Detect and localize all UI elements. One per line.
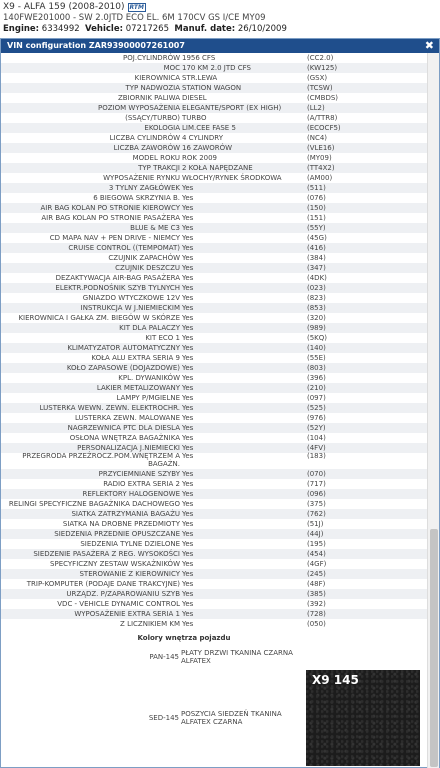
vehicle-value: 07217265 (125, 24, 169, 34)
option-value: Yes (182, 500, 194, 508)
option-label: SIATKA ZATRZYMANIA BAGAŻU (71, 510, 180, 518)
option-value: Yes (182, 334, 194, 342)
option-value: LIM.CEE FASE 5 (182, 124, 236, 132)
option-label: INSTRUKCJA W J.NIEMIECKIM (80, 304, 180, 312)
option-label: LAKIER METALIZOWANY (96, 384, 180, 392)
option-value: Yes (182, 414, 194, 422)
option-label: PERSONALIZACJA J.NIEMIECKI (77, 444, 180, 452)
option-value: Yes (182, 610, 194, 618)
option-label: KIEROWNICA (134, 74, 180, 82)
option-code: (TCSW) (307, 84, 333, 92)
config-row (1, 403, 427, 413)
interior-section (1, 646, 427, 766)
option-value: Yes (182, 480, 194, 488)
config-row (1, 599, 427, 609)
config-row (1, 549, 427, 559)
option-code: (823) (307, 294, 326, 302)
spec-line: 140FWE201000 - SW 2.0JTD ECO EL. 6M 170CV GS I/CE MY09 (3, 13, 266, 23)
option-code: (4FV) (307, 444, 326, 452)
option-code: (CC2.0) (307, 54, 334, 62)
option-label: WYPOSAŻENIE RYNKU (103, 174, 180, 182)
option-label: CZUJNIK ZAPACHÓW (108, 254, 180, 262)
close-icon[interactable]: ✖ (424, 39, 434, 52)
config-row (1, 93, 427, 103)
manuf-label: Manuf. date: (174, 24, 236, 34)
option-value: 170 KM 2.0 JTD CFS (182, 64, 251, 72)
option-value: Yes (182, 184, 194, 192)
interior-title: Kolory wnętrza pojazdu (137, 634, 231, 642)
option-code: (347) (307, 264, 326, 272)
option-label: CZUJNIK DESZCZU (115, 264, 180, 272)
option-value: Yes (182, 530, 194, 538)
option-code: (52Y) (307, 424, 326, 432)
engine-value: 6334992 (41, 24, 80, 34)
option-value: Yes (182, 304, 194, 312)
color-swatch-image (306, 670, 420, 766)
option-code: (TT4X2) (307, 164, 335, 172)
option-value: Yes (182, 384, 194, 392)
config-row (1, 273, 427, 283)
config-row (1, 303, 427, 313)
option-label: LAMPY P/MGIELNE (116, 394, 180, 402)
option-value: Yes (182, 364, 194, 372)
option-code: (48F) (307, 580, 326, 588)
option-value: Yes (182, 550, 194, 558)
option-label: NAGRZEWNICA PTC DLA DIESLA (67, 424, 180, 432)
option-label: WYPOSAŻENIE EXTRA SERIA 1 (74, 610, 180, 618)
option-value: Yes (182, 204, 194, 212)
option-label: BLUE & ME C3 (130, 224, 180, 232)
config-row (1, 253, 427, 263)
option-code: (050) (307, 620, 326, 628)
option-value: TURBO (182, 114, 207, 122)
scrollbar-thumb[interactable] (430, 529, 438, 767)
option-code: (44J) (307, 530, 324, 538)
config-row (1, 363, 427, 373)
option-label: AIR BAG KOLAN PO STRONIE KIEROWCY (40, 204, 180, 212)
option-value: Yes (182, 344, 194, 352)
option-code: (454) (307, 550, 326, 558)
option-value: Yes (182, 324, 194, 332)
option-code: (853) (307, 304, 326, 312)
config-row (1, 133, 427, 143)
interior-item (1, 646, 427, 668)
option-value: Yes (182, 620, 194, 628)
config-row (1, 539, 427, 549)
config-row (1, 213, 427, 223)
option-value: 2 KOŁA NAPĘDZANE (182, 164, 253, 172)
option-label: RELINGI SPECYFICZNE BAGAŻNIKA DACHOWEGO (8, 500, 180, 508)
option-label: (SSĄCY/TURBO) (125, 114, 180, 122)
config-row (1, 489, 427, 499)
config-row (1, 413, 427, 423)
option-value: DIESEL (182, 94, 207, 102)
option-code: (MY09) (307, 154, 332, 162)
option-label: 6 BIEGOWA SKRZYNIA B. (93, 194, 180, 202)
option-value: 16 ZAWORÓW (182, 144, 233, 152)
config-row (1, 343, 427, 353)
option-value: Yes (182, 264, 194, 272)
config-row (1, 383, 427, 393)
option-code: (5KQ) (307, 334, 328, 342)
option-label: POZIOM WYPOSAŻENIA (98, 104, 180, 112)
option-label: STEROWANIE Z KIEROWNICY (79, 570, 180, 578)
config-row (1, 233, 427, 243)
option-code: (150) (307, 204, 326, 212)
manuf-value: 26/10/2009 (237, 24, 287, 34)
option-value: Yes (182, 434, 194, 442)
config-row (1, 113, 427, 123)
option-label: RADIO EXTRA SERIA 2 (103, 480, 180, 488)
option-code: (717) (307, 480, 326, 488)
option-label: LICZBA ZAWORÓW (113, 144, 180, 152)
config-row (1, 393, 427, 403)
option-value: ROK 2009 (182, 154, 218, 162)
interior-desc: PŁATY DRZWI TKANINA CZARNA ALFATEX (181, 649, 293, 665)
option-code: (245) (307, 570, 326, 578)
option-code: (416) (307, 244, 326, 252)
option-code: (210) (307, 384, 326, 392)
option-label: LICZBA CYLINDRÓW (109, 134, 180, 142)
config-row (1, 499, 427, 509)
config-row (1, 193, 427, 203)
option-code: (ECOCF5) (307, 124, 341, 132)
model-title: X9 - ALFA 159 (2008-2010) (3, 2, 125, 12)
config-list (1, 53, 427, 768)
swatch-label: X9 145 (312, 673, 359, 687)
option-code: (728) (307, 610, 326, 618)
option-code: (762) (307, 510, 326, 518)
option-value: Yes (182, 254, 194, 262)
config-row (1, 173, 427, 183)
option-code: (4GF) (307, 560, 327, 568)
option-label: KOŁO ZAPASOWE (DOJAZDOWE) (66, 364, 180, 372)
option-label: GNIAZDO WTYCZKOWE 12V (82, 294, 180, 302)
vehicle-header (0, 0, 440, 37)
option-value: Yes (182, 444, 194, 452)
config-row (1, 63, 427, 73)
option-label: EKOLOGIA (144, 124, 180, 132)
config-row (1, 423, 427, 433)
option-code: (511) (307, 184, 326, 192)
option-value: 4 CYLINDRY (182, 134, 224, 142)
config-row (1, 293, 427, 303)
option-label: SIATKA NA DROBNE PRZEDMIOTY (62, 520, 180, 528)
option-label: URZĄDZ. P/ZAPAROWANIU SZYB (66, 590, 180, 598)
option-code: (151) (307, 214, 326, 222)
option-code: (4DK) (307, 274, 327, 282)
option-value: Yes (182, 404, 194, 412)
config-row (1, 163, 427, 173)
config-row (1, 103, 427, 113)
option-label: SIEDZENIA TYLNE DZIELONE (80, 540, 180, 548)
option-value: Yes (182, 214, 194, 222)
config-row (1, 83, 427, 93)
rtm-badge[interactable]: RTM (129, 4, 144, 11)
option-label: KPL. DYWANIKÓW (118, 374, 180, 382)
option-label: REFLEKTORY HALOGENOWE (82, 490, 180, 498)
config-row (1, 123, 427, 133)
option-label: PRZEGRODA PRZEŹROCZ.POM.WNĘTRZEM A BAGAŻN. (22, 452, 180, 468)
config-row (1, 433, 427, 443)
option-code: (525) (307, 404, 326, 412)
scrollbar[interactable] (427, 53, 439, 768)
interior-desc: POSZYCIA SIEDZEŃ TKANINA ALFATEX CZARNA (181, 710, 282, 726)
config-row (1, 203, 427, 213)
option-code: (AM00) (307, 174, 333, 182)
option-value: Yes (182, 580, 194, 588)
option-code: (195) (307, 540, 326, 548)
option-label: VDC - VEHICLE DYNAMIC CONTROL (57, 600, 180, 608)
option-code: (55Y) (307, 224, 326, 232)
option-label: TRIP-KOMPUTER (PODAJE DANE TRAKCYJNE) (26, 580, 180, 588)
option-code: (GSX) (307, 74, 328, 82)
option-code: (023) (307, 284, 326, 292)
option-label: ELEKTR.PODNOŚNIK SZYB TYLNYCH (55, 284, 180, 292)
vehicle-label: Vehicle: (85, 24, 124, 34)
option-code: (A/TTR8) (307, 114, 338, 122)
option-value: STATION WAGON (182, 84, 242, 92)
option-label: SIEDZENIE PASAŻERA Z REG. WYSOKOŚCI (33, 550, 180, 558)
option-label: KOŁA ALU EXTRA SERIA 9 (91, 354, 180, 362)
option-value: Yes (182, 600, 194, 608)
option-label: DEZAKTYWACJA AIR-BAG PASAŻERA (55, 274, 180, 282)
option-code: (976) (307, 414, 326, 422)
config-row (1, 353, 427, 363)
option-code: (55E) (307, 354, 326, 362)
option-value: Yes (182, 560, 194, 568)
option-code: (989) (307, 324, 326, 332)
option-label: LUSTERKA ZEWN. MALOWANE (75, 414, 180, 422)
config-row (1, 153, 427, 163)
option-value: ELEGANTE/SPORT (EX HIGH) (182, 104, 282, 112)
option-value: Yes (182, 374, 194, 382)
option-value: STR.LEWA (182, 74, 218, 82)
option-label: KIEROWNICA I GAŁKA ZM. BIEGÓW W SKÓRZE (18, 314, 180, 322)
option-label: MODEL ROKU (132, 154, 180, 162)
option-code: (51J) (307, 520, 324, 528)
option-code: (NC4) (307, 134, 328, 142)
option-value: Yes (182, 284, 194, 292)
config-row (1, 619, 427, 629)
option-value: WŁOCHY/RYNEK ŚRODKOWA (182, 174, 282, 182)
option-code: (097) (307, 394, 326, 402)
option-value: Yes (182, 570, 194, 578)
config-row (1, 143, 427, 153)
identifiers-line (3, 24, 437, 35)
config-row (1, 373, 427, 383)
option-value: Yes (182, 314, 194, 322)
option-label: AIR BAG KOLAN PO STRONIE PASAŻERA (41, 214, 180, 222)
config-row (1, 183, 427, 193)
option-value: Yes (182, 510, 194, 518)
option-value: Yes (182, 452, 194, 460)
option-value: Yes (182, 224, 194, 232)
config-row (1, 609, 427, 619)
config-row (1, 243, 427, 253)
option-value: Yes (182, 294, 194, 302)
interior-code: SED-145 (148, 714, 179, 722)
option-code: (076) (307, 194, 326, 202)
option-code: (803) (307, 364, 326, 372)
config-row (1, 509, 427, 519)
option-code: (LL2) (307, 104, 325, 112)
option-label: KIT ECO 1 (145, 334, 180, 342)
config-row (1, 589, 427, 599)
option-code: (375) (307, 500, 326, 508)
option-code: (384) (307, 254, 326, 262)
option-code: (VLE16) (307, 144, 335, 152)
option-value: Yes (182, 234, 194, 242)
vin-config-panel (0, 38, 440, 768)
config-row (1, 569, 427, 579)
option-label: MOC (163, 64, 180, 72)
config-row (1, 323, 427, 333)
option-label: SIEDZENIA PRZEDNIE OPUSZCZANE (54, 530, 180, 538)
config-row (1, 529, 427, 539)
option-label: SPECYFICZNY ZESTAW WSKAŹNIKÓW (50, 560, 180, 568)
config-row (1, 519, 427, 529)
option-label: KIT DLA PALACZY (119, 324, 180, 332)
option-value: Yes (182, 274, 194, 282)
option-code: (392) (307, 600, 326, 608)
config-row (1, 333, 427, 343)
option-code: (396) (307, 374, 326, 382)
option-code: (45G) (307, 234, 327, 242)
interior-code: PAN-145 (149, 653, 179, 661)
option-value: Yes (182, 424, 194, 432)
config-row (1, 263, 427, 273)
option-code: (096) (307, 490, 326, 498)
model-line (3, 2, 437, 13)
option-label: TYP TRAKCJI (138, 164, 180, 172)
option-code: (140) (307, 344, 326, 352)
option-label: CRUISE CONTROL ((TEMPOMAT) (68, 244, 180, 252)
config-row (1, 559, 427, 569)
panel-titlebar (1, 39, 439, 53)
option-code: (CMBDS) (307, 94, 339, 102)
option-label: LUSTERKA WEWN. ZEWN. ELEKTROCHR. (39, 404, 180, 412)
option-label: TYP NADWOZIA (125, 84, 180, 92)
option-code: (320) (307, 314, 326, 322)
option-label: POJ.CYLINDRÓW (123, 54, 180, 62)
config-row (1, 223, 427, 233)
config-row (1, 453, 427, 469)
option-value: Yes (182, 194, 194, 202)
config-rows (1, 53, 427, 629)
option-value: Yes (182, 244, 194, 252)
option-value: Yes (182, 394, 194, 402)
option-value: Yes (182, 490, 194, 498)
config-row (1, 283, 427, 293)
option-code: (104) (307, 434, 326, 442)
option-value: Yes (182, 354, 194, 362)
option-code: (KW125) (307, 64, 338, 72)
option-value: Yes (182, 470, 194, 478)
option-value: 1956 CFS (182, 54, 216, 62)
config-row (1, 53, 427, 63)
option-code: (385) (307, 590, 326, 598)
option-label: OSŁONA WNĘTRZA BAGAŻNIKA (69, 434, 180, 442)
option-label: CD MAPA NAV + PEN DRIVE - NIEMCY (49, 234, 180, 242)
config-row (1, 479, 427, 489)
config-row (1, 73, 427, 83)
engine-label: Engine: (3, 24, 40, 34)
option-label: Z LICZNIKIEM KM (120, 620, 180, 628)
panel-title: VIN configuration ZAR93900007261007 (7, 41, 185, 50)
option-code: (070) (307, 470, 326, 478)
option-code: (183) (307, 452, 326, 460)
config-row (1, 469, 427, 479)
option-value: Yes (182, 540, 194, 548)
option-value: Yes (182, 590, 194, 598)
option-value: Yes (182, 520, 194, 528)
option-label: KLIMATYZATOR AUTOMATYCZNY (67, 344, 180, 352)
option-label: ZBIORNIK PALIWA (117, 94, 180, 102)
option-label: 3 TYLNY ZAGŁÓWEK (108, 184, 180, 192)
option-label: PRZYCIEMNIANE SZYBY (98, 470, 180, 478)
config-row (1, 579, 427, 589)
config-row (1, 313, 427, 323)
